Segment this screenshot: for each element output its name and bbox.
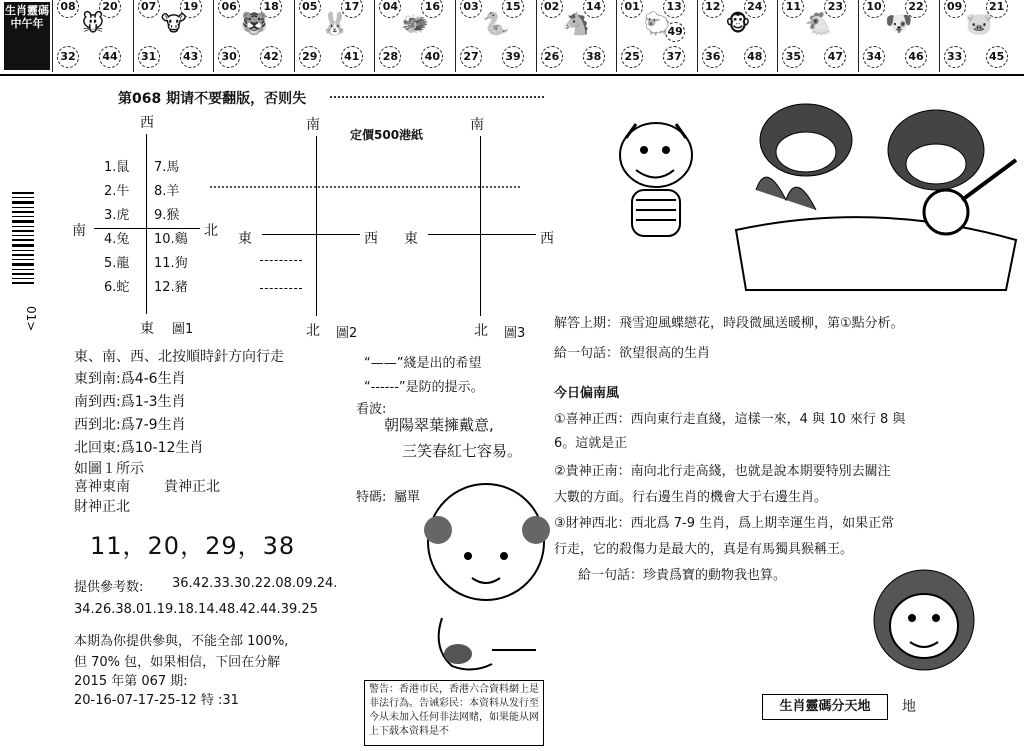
zodiac-number: 38 xyxy=(583,46,605,68)
d2-east: 東 xyxy=(238,231,252,247)
d2-dash-2 xyxy=(260,288,302,289)
zodiac-number: 40 xyxy=(421,46,443,68)
today-wind: 今日偏南風 xyxy=(554,386,620,401)
poem-line-1: 朝陽翠葉擁戴意, xyxy=(384,416,494,434)
direction-row xyxy=(74,414,203,437)
zodiac-number: 36 xyxy=(702,46,724,68)
dotted-band xyxy=(210,186,520,188)
direction-row xyxy=(74,391,203,414)
zodiac-cell xyxy=(858,0,939,72)
zodiac-cell xyxy=(374,0,455,72)
promo-line-2: 但 70% 包，如果相信，下回在分解 xyxy=(74,655,281,670)
zodiac-list-item: 3.虎 xyxy=(104,208,130,223)
zodiac-cell xyxy=(616,0,697,72)
d1-caption: 圖1 xyxy=(172,322,194,337)
promo-line-1: 本期為你提供參與，不能全部 100%, xyxy=(74,634,289,649)
legend-dashed: “------”是防的提示。 xyxy=(364,380,484,395)
d1-north: 北 xyxy=(204,223,218,239)
dragon-icon: 🐲 xyxy=(401,12,430,37)
zodiac-cell xyxy=(294,0,375,72)
price-label: 定價500港紙 xyxy=(350,128,424,142)
zodiac-number: 11 xyxy=(782,0,804,18)
direction-row xyxy=(74,368,203,391)
direction-key: 南到西: xyxy=(74,394,121,410)
d3-vline xyxy=(480,136,481,316)
zodiac-number: 37 xyxy=(663,46,685,68)
direction-row xyxy=(74,437,203,460)
d2-caption: 圖2 xyxy=(336,326,358,341)
xi-shen: 喜神東南 xyxy=(74,479,130,495)
p2-line-a: ②貴神正南：南向北行走高綫，也就是說本期要特別去關注 xyxy=(554,464,891,479)
d2-west: 西 xyxy=(364,231,378,247)
ref-label: 提供參考数: xyxy=(74,580,144,595)
zodiac-list-item: 1.鼠 xyxy=(104,160,130,175)
d3-west: 西 xyxy=(540,231,554,247)
d3-east: 東 xyxy=(404,231,418,247)
zodiac-number: 30 xyxy=(218,46,240,68)
direction-key: 北回東: xyxy=(74,440,121,456)
barcode-text: 01> xyxy=(24,306,38,332)
zodiac-number: 10 xyxy=(863,0,885,18)
zodiac-list-item: 9.猴 xyxy=(154,208,180,223)
d2-south: 南 xyxy=(306,117,320,133)
tiger-cartoon xyxy=(596,110,716,250)
zodiac-number: 46 xyxy=(905,46,927,68)
d2-dash-1 xyxy=(260,260,302,261)
zodiac-number: 32 xyxy=(57,46,79,68)
lucky-numbers: 11，20，29，38 xyxy=(90,532,296,560)
barcode xyxy=(12,190,34,300)
direction-value: 爲7-9生肖 xyxy=(120,417,186,433)
rooster-icon: 🐔 xyxy=(804,12,833,37)
zodiac-list-item: 7.馬 xyxy=(154,160,180,175)
horse-icon: 🐴 xyxy=(562,12,591,37)
direction-key: 西到北: xyxy=(74,417,121,433)
zodiac-number: 04 xyxy=(379,0,401,18)
zodiac-number: 45 xyxy=(986,46,1008,68)
zodiac-number: 20 xyxy=(99,0,121,18)
ox-icon: 🐮 xyxy=(160,12,187,37)
d3-north: 北 xyxy=(474,323,488,339)
zodiac-strip xyxy=(0,0,1024,76)
cai-shen: 財神正北 xyxy=(74,499,130,515)
zodiac-cell xyxy=(536,0,617,72)
monkeys-cartoon xyxy=(726,100,1022,296)
zodiac-list-item: 8.羊 xyxy=(154,184,180,199)
d3-caption: 圖3 xyxy=(504,326,526,341)
rat-icon: 🐭 xyxy=(81,12,105,37)
ref-line-2: 34.26.38.01.19.18.14.48.42.44.39.25 xyxy=(74,602,318,617)
zodiac-number: 39 xyxy=(502,46,524,68)
zodiac-number: 02 xyxy=(541,0,563,18)
kanbo-label: 看波: xyxy=(356,402,387,417)
d3-south: 南 xyxy=(470,117,484,133)
footer-box: 生肖靈碼分天地 xyxy=(762,694,888,720)
d1-west: 西 xyxy=(140,115,154,131)
zodiac-list-item: 6.蛇 xyxy=(104,280,130,295)
tema-label: 特碼: xyxy=(356,490,387,505)
zodiac-cell xyxy=(455,0,536,72)
strip-title: 生肖靈碼中午年 xyxy=(4,2,50,70)
sheep-icon: 🐑 xyxy=(643,12,671,37)
lion-cartoon xyxy=(864,566,984,676)
sheep-tail-cartoon xyxy=(432,608,542,674)
zodiac-number: 06 xyxy=(218,0,240,18)
poem-line-2: 三笑春紅七容易。 xyxy=(402,442,523,460)
rabbit-icon: 🐰 xyxy=(321,12,349,37)
zodiac-number: 49 xyxy=(665,22,685,42)
d2-solid-line xyxy=(262,234,360,235)
zodiac-number: 05 xyxy=(299,0,321,18)
zodiac-list-item: 5.龍 xyxy=(104,256,130,271)
zodiac-number: 26 xyxy=(541,46,563,68)
direction-value: 爲4-6生肖 xyxy=(120,371,186,387)
promo-line-4: 20-16-07-17-25-12 特 :31 xyxy=(74,693,239,708)
cut-off-text xyxy=(330,96,544,98)
zodiac-number: 34 xyxy=(863,46,885,68)
tema-value: 屬單 xyxy=(394,490,421,505)
zodiac-list-item: 11.狗 xyxy=(154,256,188,271)
direction-value: 爲1-3生肖 xyxy=(120,394,186,410)
zodiac-number: 35 xyxy=(782,46,804,68)
zodiac-number: 18 xyxy=(260,0,282,18)
zodiac-number: 25 xyxy=(621,46,643,68)
tiger-icon: 🐯 xyxy=(240,12,268,37)
zodiac-number: 31 xyxy=(138,46,160,68)
snake-icon: 🐍 xyxy=(482,12,510,37)
zodiac-number: 03 xyxy=(460,0,482,18)
answer-line-2: 給一句話：欲望很高的生肖 xyxy=(554,346,711,361)
d1-south: 南 xyxy=(72,223,86,239)
zodiac-number: 14 xyxy=(583,0,605,18)
zodiac-number: 42 xyxy=(260,46,282,68)
monkey-icon: 🐵 xyxy=(725,12,751,37)
zodiac-number: 43 xyxy=(180,46,202,68)
zodiac-number: 27 xyxy=(460,46,482,68)
zodiac-number: 09 xyxy=(944,0,966,18)
zodiac-number: 07 xyxy=(138,0,160,18)
zodiac-number: 15 xyxy=(502,0,524,18)
directions-intro: 東、南、西、北按順時針方向行走 xyxy=(74,349,284,365)
zodiac-number: 44 xyxy=(99,46,121,68)
p3-line-b: 行走，它的殺傷力是最大的，真是有馬獨具猴稱王。 xyxy=(554,542,854,557)
zodiac-number: 33 xyxy=(944,46,966,68)
zodiac-number: 28 xyxy=(379,46,401,68)
zodiac-cell xyxy=(939,0,1020,72)
sheep-cartoon xyxy=(418,478,550,608)
zodiac-number: 24 xyxy=(744,0,766,18)
pig-icon: 🐷 xyxy=(965,12,994,37)
zodiac-number: 19 xyxy=(180,0,202,18)
p4-line: 給一句話：珍貴爲寶的動物我也算。 xyxy=(578,568,787,583)
zodiac-cell xyxy=(52,0,133,72)
zodiac-number: 01 xyxy=(621,0,643,18)
p3-line-a: ③財神西北：西北爲 7-9 生肖，爲上期幸運生肖，如果正常 xyxy=(554,516,895,531)
zodiac-number: 23 xyxy=(824,0,846,18)
direction-value: 爲10-12生肖 xyxy=(120,440,204,456)
d1-left-column xyxy=(104,156,129,300)
zodiac-cell xyxy=(133,0,214,72)
legend-solid: “——”綫是出的希望 xyxy=(364,356,482,371)
footer-tail: 地 xyxy=(902,699,916,715)
zodiac-number: 41 xyxy=(341,46,363,68)
zodiac-list-item: 12.豬 xyxy=(154,280,188,295)
d1-right-column xyxy=(154,156,188,300)
directions-list xyxy=(74,368,203,460)
zodiac-number: 16 xyxy=(421,0,443,18)
zodiac-number: 47 xyxy=(824,46,846,68)
zodiac-number: 29 xyxy=(299,46,321,68)
zodiac-number: 48 xyxy=(744,46,766,68)
direction-key: 東到南: xyxy=(74,371,121,387)
d3-solid-line xyxy=(428,234,536,235)
zodiac-cell xyxy=(777,0,858,72)
d1-east: 東 xyxy=(140,321,154,337)
zodiac-list-item: 2.牛 xyxy=(104,184,130,199)
zodiac-number: 22 xyxy=(905,0,927,18)
p1-line-a: ①喜神正西：西向東行走直綫，這樣一來，4 與 10 來行 8 與 xyxy=(554,412,906,427)
ref-line-1: 36.42.33.30.22.08.09.24. xyxy=(172,576,338,591)
zodiac-number: 13 xyxy=(663,0,685,18)
promo-line-3: 2015 年第 067 期: xyxy=(74,674,188,689)
p1-line-b: 6。這就是正 xyxy=(554,436,628,451)
zodiac-list-item: 10.鷄 xyxy=(154,232,188,247)
dog-icon: 🐶 xyxy=(885,12,913,37)
zodiac-cell xyxy=(697,0,778,72)
d2-vline xyxy=(316,136,317,316)
warning-box: 警告：香港市民，香港六合資料網上是非法行為。告诫彩民：本资料从发行至今从未加入任何非法网赌，如果能从网上下载本资料是不 xyxy=(364,680,544,746)
p2-line-b: 大數的方面。行右邊生肖的機會大于右邊生肖。 xyxy=(554,490,828,505)
zodiac-number: 21 xyxy=(986,0,1008,18)
zodiac-cell xyxy=(213,0,294,72)
zodiac-list-item: 4.兔 xyxy=(104,232,130,247)
zodiac-number: 17 xyxy=(341,0,363,18)
answer-line-1: 解答上期：飛雪迎風蝶戀花，時段微風送暖柳，第①點分析。 xyxy=(554,316,904,331)
zodiac-number: 08 xyxy=(57,0,79,18)
d1-vline xyxy=(146,134,147,314)
issue-line: 第068 期请不要翻版，否则失 xyxy=(118,91,307,107)
gui-shen: 貴神正北 xyxy=(164,479,220,495)
zodiac-number: 12 xyxy=(702,0,724,18)
as-fig: 如圖１所示 xyxy=(74,461,144,477)
d2-north: 北 xyxy=(306,323,320,339)
